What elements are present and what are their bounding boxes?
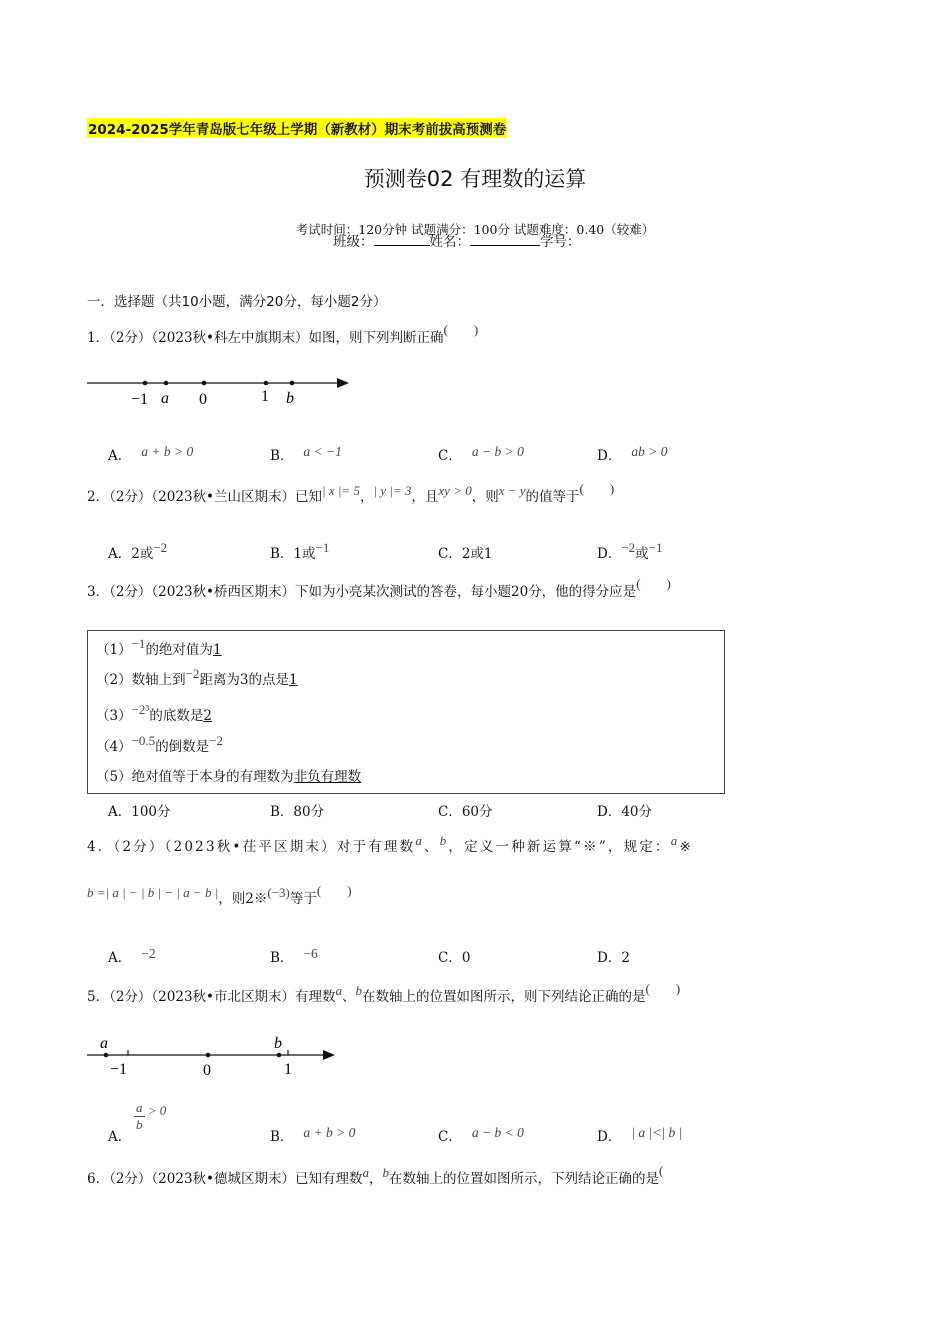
q3-option-d[interactable]: D．40分 <box>597 804 653 820</box>
q5-point-0 <box>206 1053 211 1058</box>
q5-point-a <box>104 1053 109 1058</box>
exam-meta: 考试时间：120分钟 试题满分：100分 试题难度：0.40（较难） <box>295 222 655 237</box>
name-blank[interactable] <box>470 245 540 246</box>
q3-line-3: （3）−2³的底数是2 <box>96 702 212 724</box>
q1-label-1: 1 <box>261 388 269 405</box>
q1-option-d[interactable]: D． ab > 0 <box>597 444 668 464</box>
q4-option-b[interactable]: B． −6 <box>270 946 318 966</box>
q5-number-line <box>85 1030 345 1080</box>
section-heading: 一．选择题（共10小题，满分20分，每小题2分） <box>87 294 387 310</box>
q3-line-1: （1）−1的绝对值为1 <box>96 636 222 658</box>
q5-option-d[interactable]: D． | a |<| b | <box>597 1125 683 1145</box>
q1-label-0: 0 <box>199 391 207 408</box>
name-label: 姓名： <box>429 234 470 250</box>
q5-label-b: b <box>274 1035 282 1052</box>
class-blank[interactable] <box>374 245 430 246</box>
q5-point-b <box>277 1053 282 1058</box>
question-2-stem: 2．（2分）（2023秋•兰山区期末）已知| x |= 5，| y |= 3，且xy > 0，则x − y的值等于( ) <box>87 481 615 505</box>
q1-number-line <box>85 370 355 410</box>
q3-line-5: （5）绝对值等于本身的有理数为非负有理数 <box>96 769 362 785</box>
q3-line-2: （2）数轴上到−2距离为3的点是1 <box>96 666 298 688</box>
q5-option-b[interactable]: B． a + b > 0 <box>270 1125 356 1145</box>
series-title-highlight: 2024-2025学年青岛版七年级上学期（新教材）期末考前拔高预测卷 <box>87 118 507 138</box>
q1-label-a: a <box>161 390 169 407</box>
q3-option-c[interactable]: C．60分 <box>438 804 493 820</box>
q5-label-neg1: −1 <box>110 1061 128 1078</box>
q4-option-d[interactable]: D．2 <box>597 950 630 966</box>
id-label: 学号： <box>540 234 581 250</box>
q2-option-b[interactable]: B．1或−1 <box>270 540 330 562</box>
q1-point-0 <box>202 381 207 386</box>
q5-option-a[interactable]: A． <box>108 1129 132 1145</box>
question-3-stem: 3．（2分）（2023秋•桥西区期末）下如为小亮某次测试的答卷，每小题20分，他的得分应是( ) <box>87 576 671 600</box>
question-4-line-2: b =| a | − | b | − | a − b |，则2※(−3)等于( ) <box>87 883 352 907</box>
question-5-stem: 5．（2分）（2023秋•市北区期末）有理数a、b在数轴上的位置如图所示，则下列结论正确的是( ) <box>87 981 681 1005</box>
question-6-stem: 6．（2分）（2023秋•德城区期末）已知有理数a，b在数轴上的位置如图所示，下列结论正确的是( <box>87 1163 664 1187</box>
q5-label-a: a <box>100 1035 108 1052</box>
class-label: 班级： <box>333 234 374 250</box>
q5-label-1: 1 <box>284 1061 292 1078</box>
q2-option-c[interactable]: C．2或1 <box>438 546 493 562</box>
q4-option-c[interactable]: C．0 <box>438 950 471 966</box>
q1-axis-arrow <box>337 378 349 388</box>
page-title: 预测卷02 有理数的运算 <box>363 167 587 191</box>
q1-point-neg1 <box>143 381 148 386</box>
q2-option-a[interactable]: A．2或−2 <box>108 540 168 562</box>
question-1-stem: 1．（2分）（2023秋•科左中旗期末）如图，则下列判断正确( ) <box>87 322 479 346</box>
q1-option-b[interactable]: B． a < −1 <box>270 444 342 464</box>
q4-option-a[interactable]: A． −2 <box>108 946 156 966</box>
q5-option-a-fraction: $\frac{a}{b}$ > 0 <box>136 1100 167 1132</box>
q2-option-d[interactable]: D．−2或−1 <box>597 540 663 562</box>
q5-axis-arrow <box>323 1050 335 1060</box>
question-4-line-1: 4．（2分）（2023秋•茌平区期末）对于有理数a、b，定义一种新运算“※”，规定：a※ <box>87 833 693 855</box>
q5-option-c[interactable]: C． a − b < 0 <box>438 1125 524 1145</box>
info-fields <box>333 230 581 250</box>
q3-line-4: （4）−0.5的倒数是−2 <box>96 733 224 755</box>
q1-point-a <box>164 381 169 386</box>
q1-label-neg1: −1 <box>131 391 149 408</box>
q1-option-a[interactable]: A． a + b > 0 <box>108 444 194 464</box>
q1-point-1 <box>264 381 269 386</box>
q5-label-0: 0 <box>203 1062 211 1079</box>
q1-option-c[interactable]: C． a − b > 0 <box>438 444 524 464</box>
q3-option-b[interactable]: B．80分 <box>270 804 325 820</box>
q1-point-b <box>290 381 295 386</box>
q1-label-b: b <box>286 390 294 407</box>
q3-option-a[interactable]: A．100分 <box>108 804 171 820</box>
